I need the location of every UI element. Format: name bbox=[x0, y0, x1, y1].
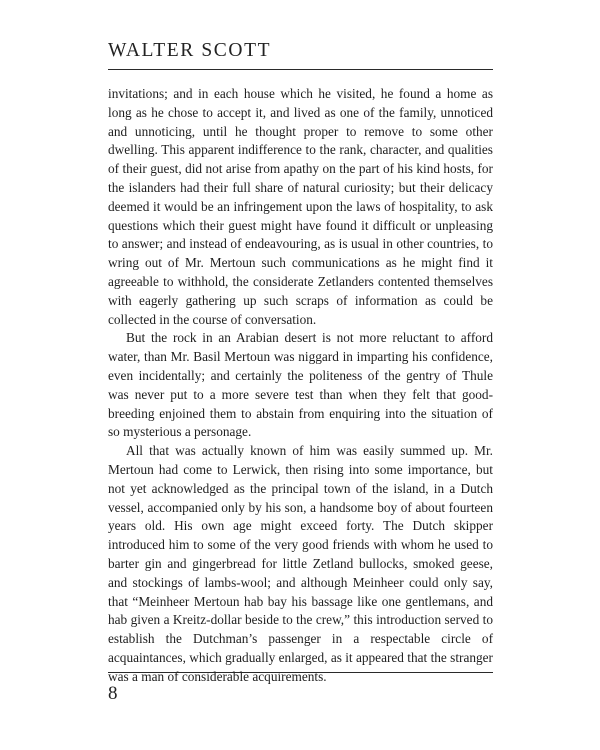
page-footer bbox=[108, 672, 493, 705]
running-head: WALTER SCOTT bbox=[108, 40, 272, 61]
body-text bbox=[108, 85, 493, 687]
footer-rule bbox=[108, 672, 493, 673]
page-header bbox=[108, 40, 493, 70]
header-rule bbox=[108, 69, 493, 70]
paragraph: But the rock in an Arabian desert is not more reluctant to afford water, than Mr. Basil Mertoun was niggard in imparting his confidence, even incidentally; and certainly the politeness of the gentry of Thule was never put to a more severe test than when they felt that good-breeding enjoined them to abstain from enquiring into the situation of so mysterious a personage. bbox=[108, 330, 493, 440]
paragraph: All that was actually known of him was easily summed up. Mr. Mertoun had come to Lerwick, then rising into some importance, but not yet acknowledged as the principal town of the island, in a Dutch vessel, accompanied only by his son, a handsome boy of about fourteen years old. His own age might exceed forty. The Dutch skipper introduced him to some of the very good friends with whom he used to barter gin and gingerbread for little Zetland bullocks, smoked geese, and stockings of lambs-wool; and although Meinheer could only say, that “Meinheer Mertoun hab bay his bassage like one gentlemans, and hab given a Kreitz-dollar beside to the crew,” this introduction served to establish the Dutchman’s passenger in a respectable circle of acquaintances, which gradually enlarged, as it appeared that the stranger was a man of considerable acquirements. bbox=[108, 443, 493, 684]
page-number: 8 bbox=[108, 683, 118, 704]
paragraph: invitations; and in each house which he visited, he found a home as long as he chose to accept it, and lived as one of the family, unnoticed and unnoticing, until he thought proper to remove to some other dwelling. This apparent indifference to the rank, character, and qualities of their guest, did not arise from apathy on the part of his kind hosts, for the islanders had their full share of natural curiosity; but their delicacy deemed it would be an infringement upon the laws of hospitality, to ask questions which their guest might have found it difficult or unpleasing to answer; and instead of endeavouring, as is usual in other countries, to wring out of Mr. Mertoun such communications as he might find it agreeable to withhold, the considerate Zetlanders contented themselves with eagerly gathering up such scraps of information as could be collected in the course of conversation. bbox=[108, 86, 493, 327]
